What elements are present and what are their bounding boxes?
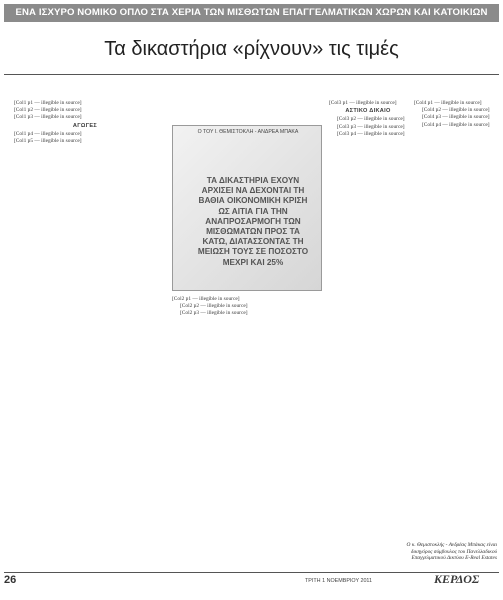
author-signature: Ο κ. Θεμιστοκλής - Ανδρέας Μπάκας είναι δικηγόρος σύμβουλος του Πανελλαδικού Επαγγελματικού Δικτύου E-Real Estates xyxy=(406,542,497,562)
footer-rule xyxy=(4,572,499,573)
body-paragraph: [Col4 p1 — illegible in source] xyxy=(414,100,482,106)
body-paragraph: [Col1 p2 — illegible in source] xyxy=(14,107,82,114)
body-paragraph: [Col4 p3 — illegible in source] xyxy=(422,114,490,121)
body-paragraph: [Col4 p2 — illegible in source] xyxy=(422,107,490,114)
article-column-2 xyxy=(172,296,322,568)
body-paragraph: [Col3 p1 — illegible in source] xyxy=(329,100,397,106)
article-column-1 xyxy=(6,100,164,568)
body-paragraph: [Col1 p4 — illegible in source] xyxy=(14,130,82,137)
photo-caption: Ο ΤΟΥ Ι. ΘΕΜΙΣΤΟΚΛΗ - ΑΝΔΡΕΑ ΜΠΑΚΑ xyxy=(197,129,299,135)
article-headline: Τα δικαστήρια «ρίχνουν» τις τιμές xyxy=(104,38,399,60)
body-paragraph: [Col1 p1 — illegible in source] xyxy=(14,100,82,106)
body-paragraph: [Col1 p3 — illegible in source] xyxy=(14,114,82,121)
body-paragraph: [Col2 p3 — illegible in source] xyxy=(180,310,248,317)
pull-quote: ΤΑ ΔΙΚΑΣΤΗΡΙΑ ΕΧΟΥΝ ΑΡΧΙΣΕΙ ΝΑ ΔΕΧΟΝΤΑΙ ΤΗ ΒΑΘΙΑ ΟΙΚΟΝΟΜΙΚΗ ΚΡΙΣΗ ΩΣ ΑΙΤΙΑ ΓΙΑ ΤΗΝ ΑΝΑΠΡΟΣΑΡΜΟΓΗ ΤΩΝ ΜΙΣΘΩΜΑΤΩΝ ΠΡΟΣ ΤΑ ΚΑΤΩ, ΔΙΑΤΑΣΣΟΝΤΑΣ ΤΗ ΜΕΙΩΣΗ ΤΟΥΣ ΣΕ ΠΟΣΟΣΤΟ ΜΕΧΡΙ ΚΑΙ 25% xyxy=(197,176,309,267)
body-paragraph: [Col1 p5 — illegible in source] xyxy=(14,138,82,145)
article-column-4 xyxy=(414,100,498,538)
publication-logo: ΚΕΡΔΟΣ xyxy=(434,572,480,586)
page-number: 26 xyxy=(4,574,17,586)
article-column-3 xyxy=(329,100,407,568)
subheading-agoges: ΑΓΩΓΕΣ xyxy=(72,122,98,129)
body-paragraph: [Col2 p2 — illegible in source] xyxy=(180,303,248,310)
subheading-astiko-dikaio: ΑΣΤΙΚΟ ΔΙΚΑΙΟ xyxy=(345,108,391,115)
body-paragraph: [Col3 p3 — illegible in source] xyxy=(337,123,405,130)
article-kicker-banner: ΕΝΑ ΙΣΧΥΡΟ ΝΟΜΙΚΟ ΟΠΛΟ ΣΤΑ ΧΕΡΙΑ ΤΩΝ ΜΙΣΘΩΤΩΝ ΕΠΑΓΓΕΛΜΑΤΙΚΩΝ ΧΩΡΩΝ ΚΑΙ ΚΑΤΟΙΚΙΩΝ xyxy=(4,4,499,22)
body-paragraph: [Col4 p4 — illegible in source] xyxy=(422,121,490,128)
body-paragraph: [Col2 p1 — illegible in source] xyxy=(172,296,240,302)
issue-date: ΤΡΙΤΗ 1 ΝΟΕΜΒΡΙΟΥ 2011 xyxy=(305,578,373,584)
article-photo xyxy=(172,125,322,291)
body-paragraph: [Col3 p4 — illegible in source] xyxy=(337,130,405,137)
body-paragraph: [Col3 p2 — illegible in source] xyxy=(337,116,405,123)
headline-rule xyxy=(4,74,499,75)
